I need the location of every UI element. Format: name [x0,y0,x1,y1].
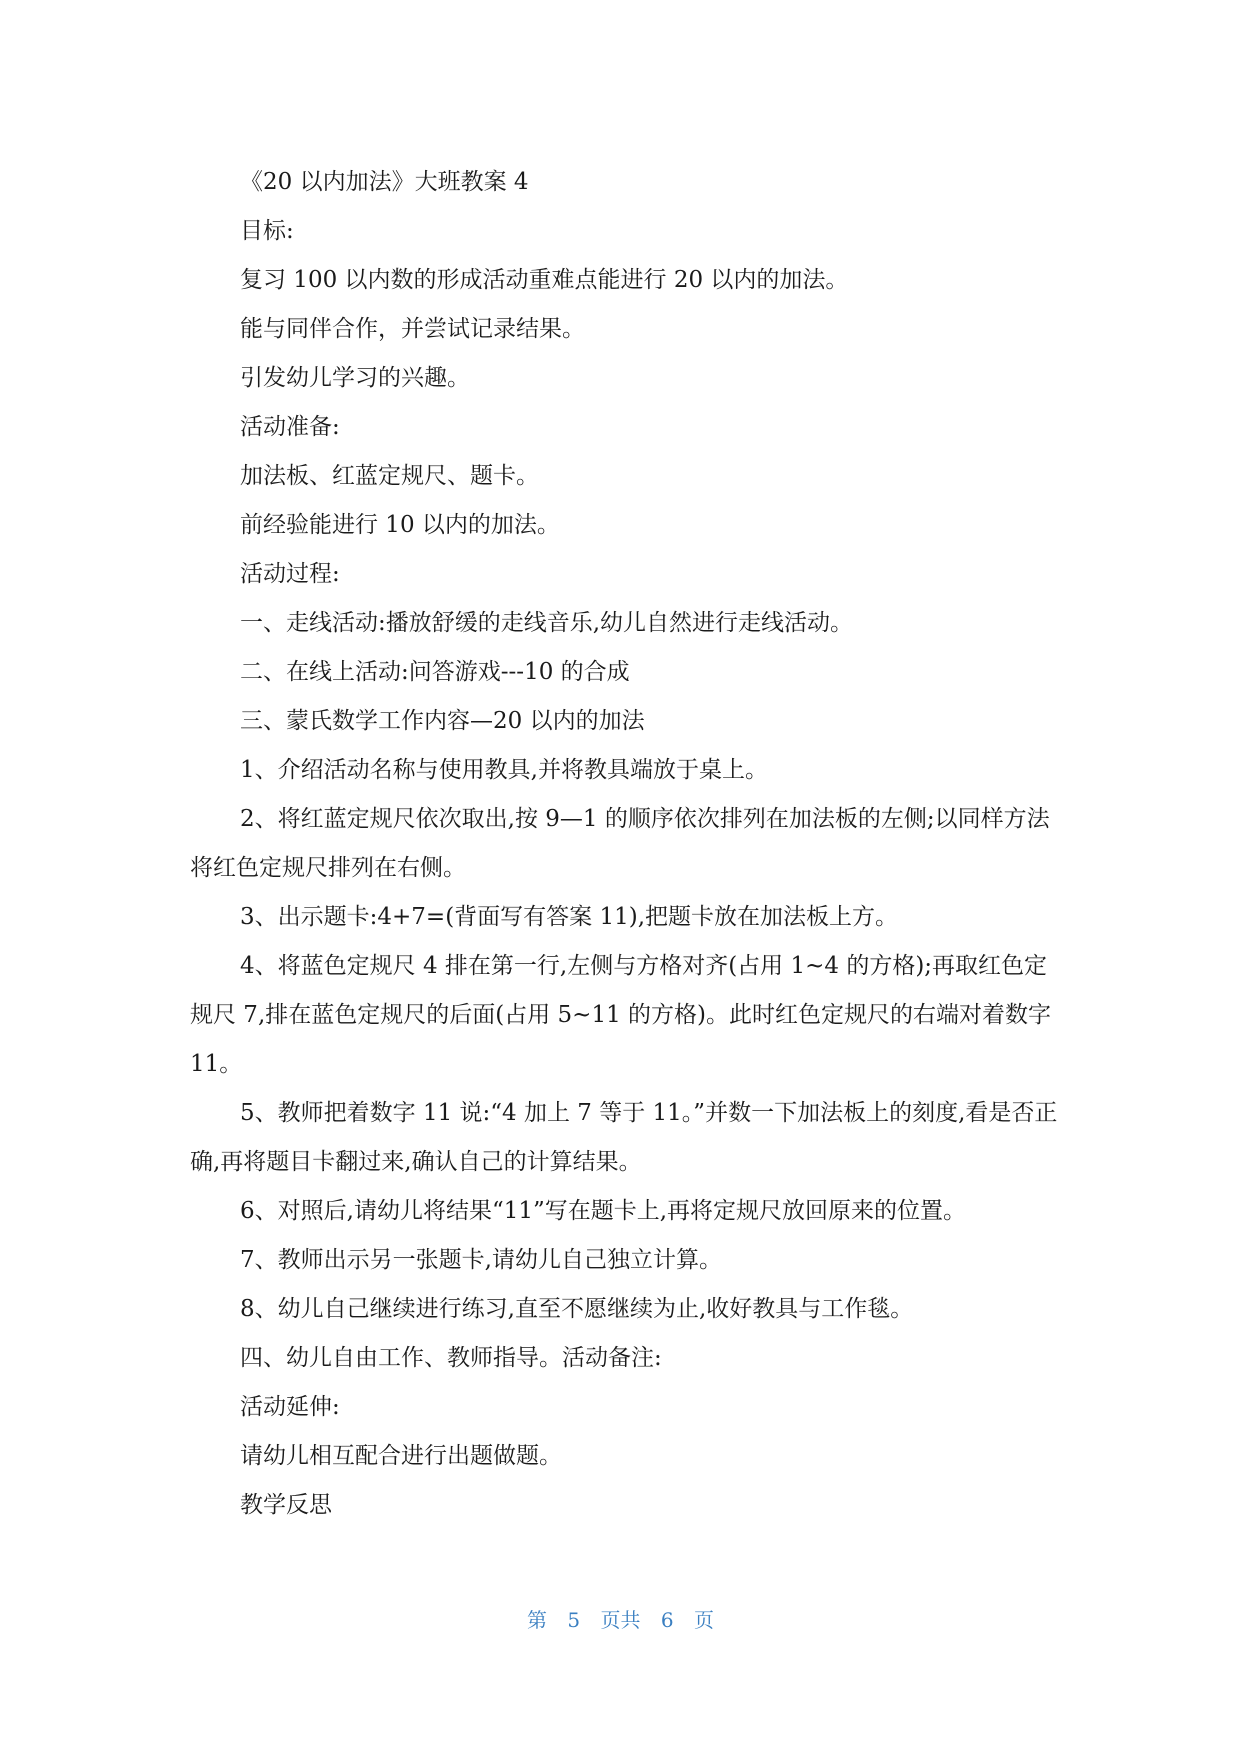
document-body [190,158,1060,1530]
footer-total-pages: 6 [660,1608,674,1632]
footer-current-page: 5 [567,1608,581,1632]
footer-prefix: 第 [527,1608,548,1632]
preparation-item: 加法板、红蓝定规尺、题卡。 [240,463,539,489]
extension-heading: 活动延伸: [240,1394,340,1420]
footer-middle: 页共 [600,1608,641,1632]
process-step: 二、在线上活动:问答游戏---10 的合成 [240,659,630,685]
process-step: 三、蒙氏数学工作内容—20 以内的加法 [240,708,645,734]
goals-heading: 目标: [240,218,294,244]
sub-step: 2、将红蓝定规尺依次取出,按 9—1 的顺序依次排列在加法板的左侧;以同样方法将红色定规尺排列在右侧。 [190,806,1050,881]
goal-item: 复习 100 以内数的形成活动重难点能进行 20 以内的加法。 [240,267,849,293]
preparation-item: 前经验能进行 10 以内的加法。 [240,512,560,538]
extension-item: 请幼儿相互配合进行出题做题。 [240,1443,562,1469]
process-step: 四、幼儿自由工作、教师指导。活动备注: [240,1345,662,1371]
footer-suffix: 页 [693,1608,714,1632]
goal-item: 能与同伴合作，并尝试记录结果。 [240,316,585,342]
sub-step: 1、介绍活动名称与使用教具,并将教具端放于桌上。 [240,757,768,783]
sub-step: 3、出示题卡:4+7=(背面写有答案 11),把题卡放在加法板上方。 [240,904,899,930]
goal-item: 引发幼儿学习的兴趣。 [240,365,470,391]
sub-step: 7、教师出示另一张题卡,请幼儿自己独立计算。 [240,1247,722,1273]
reflection-heading: 教学反思 [240,1492,332,1518]
sub-step: 4、将蓝色定规尺 4 排在第一行,左侧与方格对齐(占用 1~4 的方格);再取红色定规尺 7,排在蓝色定规尺的后面(占用 5~11 的方格)。此时红色定规尺的右端对着数字 11。 [190,953,1051,1077]
process-heading: 活动过程: [240,561,340,587]
lesson-title: 《20 以内加法》大班教案 4 [240,169,529,195]
process-step: 一、走线活动:播放舒缓的走线音乐,幼儿自然进行走线活动。 [240,610,854,636]
preparation-heading: 活动准备: [240,414,340,440]
sub-step: 6、对照后,请幼儿将结果“11”写在题卡上,再将定规尺放回原来的位置。 [240,1198,967,1224]
sub-step: 5、教师把着数字 11 说:“4 加上 7 等于 11。”并数一下加法板上的刻度,看是否正确,再将题目卡翻过来,确认自己的计算结果。 [190,1100,1058,1175]
page-footer [0,1604,1241,1633]
sub-step: 8、幼儿自己继续进行练习,直至不愿继续为止,收好教具与工作毯。 [240,1296,914,1322]
